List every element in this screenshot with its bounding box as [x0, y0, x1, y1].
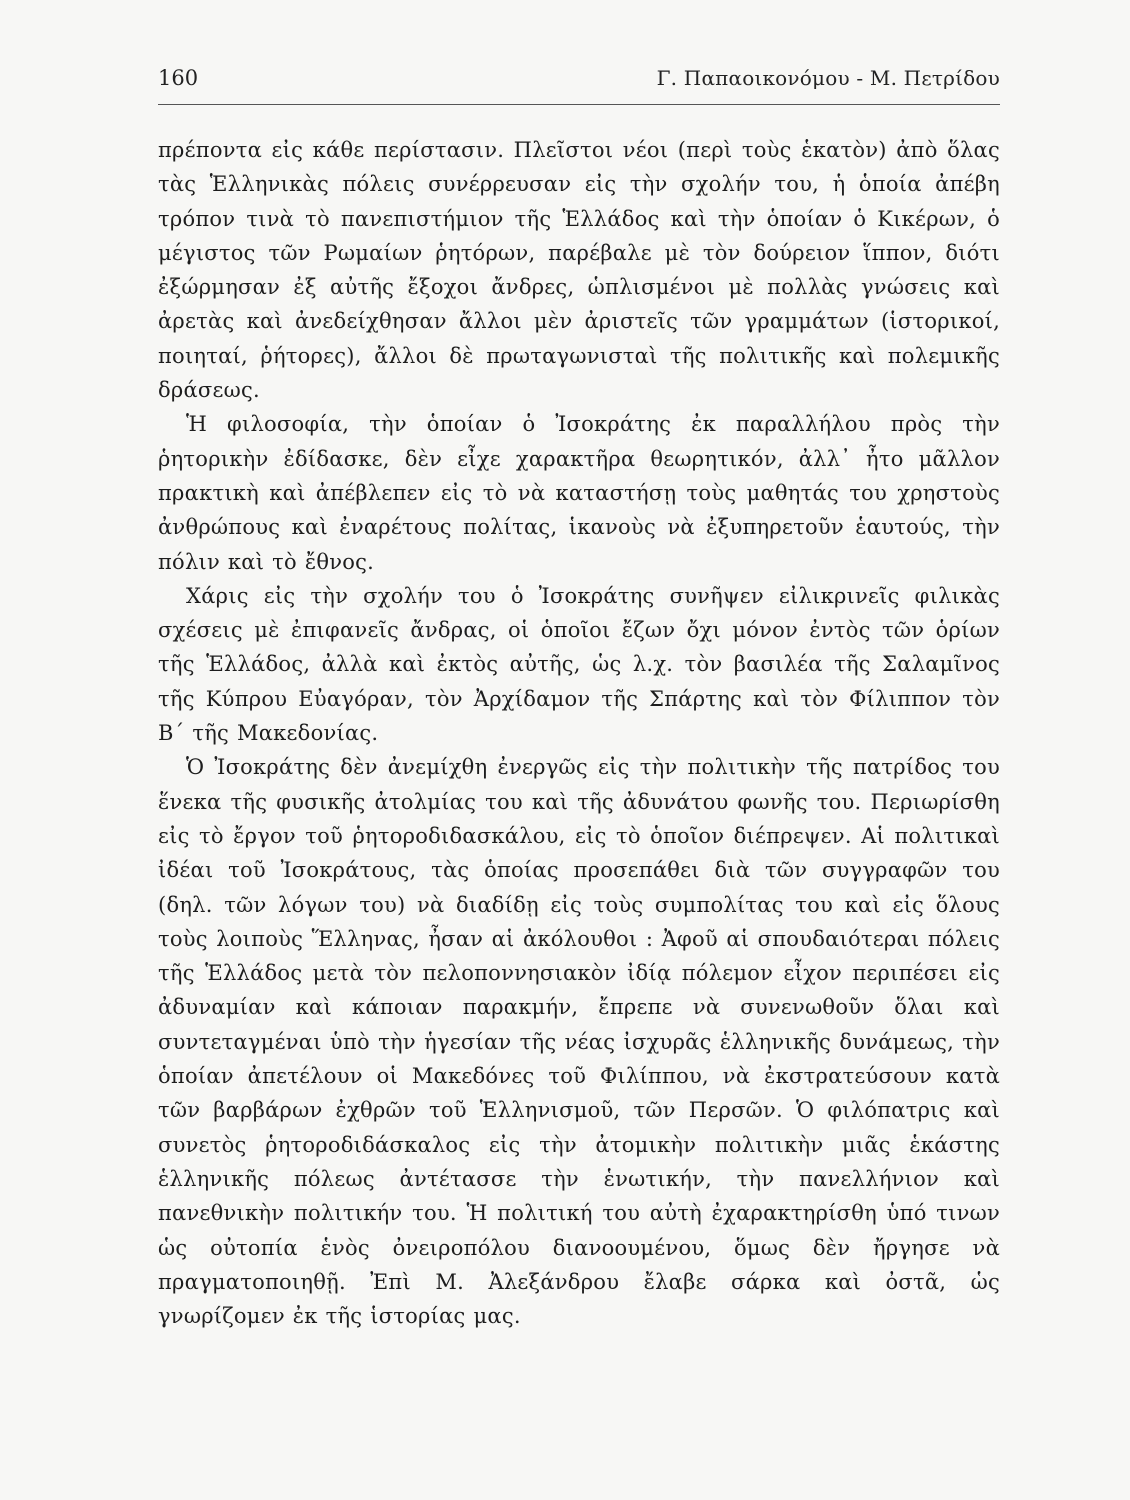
page-number: 160	[158, 66, 199, 90]
paragraph: Χάρις εἰς τὴν σχολήν του ὁ Ἰσοκράτης συνῆψεν εἰλικρινεῖς φιλικὰς σχέσεις μὲ ἐπιφανεῖς ἄνδρας, οἱ ὁποῖοι ἔζων ὄχι μόνον ἐντὸς τῶν ὁρίων τῆς Ἑλλάδος, ἀλλὰ καὶ ἐκτὸς αὐτῆς, ὡς λ.χ. τὸν βασιλέα τῆς Σαλαμῖνος τῆς Κύπρου Εὐαγόραν, τὸν Ἀρχίδαμον τῆς Σπάρτης καὶ τὸν Φίλιππον τὸν Β΄ τῆς Μακεδονίας.	[158, 583, 1000, 746]
paragraph: Ὁ Ἰσοκράτης δὲν ἀνεμίχθη ἐνεργῶς εἰς τὴν πολιτικὴν τῆς πατρίδος του ἕνεκα τῆς φυσικῆς ἀτολμίας του καὶ τῆς ἀδυνάτου φωνῆς του. Περιωρίσθη εἰς τὸ ἔργον τοῦ ῥητοροδιδασκάλου, εἰς τὸ ὁποῖον διέπρεψεν. Αἱ πολιτικαὶ ἰδέαι τοῦ Ἰσοκράτους, τὰς ὁποίας προσεπάθει διὰ τῶν συγγραφῶν του (δηλ. τῶν λόγων του) νὰ διαδίδῃ εἰς τοὺς συμπολίτας του καὶ εἰς ὅλους τοὺς λοιποὺς Ἕλληνας, ἦσαν αἱ ἀκόλουθοι : Ἀφοῦ αἱ σπουδαιότεραι πόλεις τῆς Ἑλλάδος μετὰ τὸν πελοποννησιακὸν ἰδίᾳ πόλεμον εἶχον περιπέσει εἰς ἀδυναμίαν καὶ κάποιαν παρακμήν, ἔπρεπε νὰ συνενωθοῦν ὅλαι καὶ συντεταγμέναι ὑπὸ τὴν ἡγεσίαν τῆς νέας ἰσχυρᾶς ἑλληνικῆς δυνάμεως, τὴν ὁποίαν ἀπετέλουν οἱ Μακεδόνες τοῦ Φιλίππου, νὰ ἐκστρατεύσουν κατὰ τῶν βαρβάρων ἐχθρῶν τοῦ Ἑλληνισμοῦ, τῶν Περσῶν. Ὁ φιλόπατρις καὶ συνετὸς ῥητοροδιδάσκαλος εἰς τὴν ἀτομικὴν πολιτικὴν μιᾶς ἑκάστης ἑλληνικῆς πόλεως ἀντέτασσε τὴν ἑνωτικήν, τὴν πανελλήνιον καὶ πανεθνικὴν πολιτικήν του. Ἡ πολιτική του αὐτὴ ἐχαρακτηρίσθη ὑπό τινων ὡς οὐτοπία ἑνὸς ὀνειροπόλου διανοουμένου, ὅμως δὲν ἤργησε νὰ πραγματοποιηθῇ. Ἐπὶ Μ. Ἀλεξάνδρου ἔλαβε σάρκα καὶ ὀστᾶ, ὡς γνωρίζομεν ἐκ τῆς ἱστορίας μας.	[158, 755, 1000, 1329]
paragraph: πρέποντα εἰς κάθε περίστασιν. Πλεῖστοι νέοι (περὶ τοὺς ἑκατὸν) ἀπὸ ὅλας τὰς Ἑλληνικὰς πόλεις συνέρρευσαν εἰς τὴν σχολήν του, ἡ ὁποία ἀπέβη τρόπον τινὰ τὸ πανεπιστήμιον τῆς Ἑλλάδος καὶ τὴν ὁποίαν ὁ Κικέρων, ὁ μέγιστος τῶν Ρωμαίων ῥητόρων, παρέβαλε μὲ τὸν δούρειον ἵππον, διότι ἐξώρμησαν ἐξ αὐτῆς ἔξοχοι ἄνδρες, ὡπλισμένοι μὲ πολλὰς γνώσεις καὶ ἀρετὰς καὶ ἀνεδείχθησαν ἄλλοι μὲν ἀριστεῖς τῶν γραμμάτων (ἱστορικοί, ποιηταί, ῥήτορες), ἄλλοι δὲ πρωταγωνισταὶ τῆς πολιτικῆς καὶ πολεμικῆς δράσεως.	[158, 138, 1000, 403]
paragraph: Ἡ φιλοσοφία, τὴν ὁποίαν ὁ Ἰσοκράτης ἐκ παραλλήλου πρὸς τὴν ῥητορικὴν ἐδίδασκε, δὲν εἶχε χαρακτῆρα θεωρητικόν, ἀλλ᾽ ἦτο μᾶλλον πρακτικὴ καὶ ἀπέβλεπεν εἰς τὸ νὰ καταστήσῃ τοὺς μαθητάς του χρηστοὺς ἀνθρώπους καὶ ἐναρέτους πολίτας, ἱκανοὺς νὰ ἐξυπηρετοῦν ἑαυτούς, τὴν πόλιν καὶ τὸ ἔθνος.	[158, 412, 1000, 574]
book-page	[158, 66, 1000, 1333]
body-text	[158, 133, 1000, 1333]
running-head: Γ. Παπαοικονόμου - Μ. Πετρίδου	[656, 66, 1000, 90]
page-header	[158, 66, 1000, 105]
